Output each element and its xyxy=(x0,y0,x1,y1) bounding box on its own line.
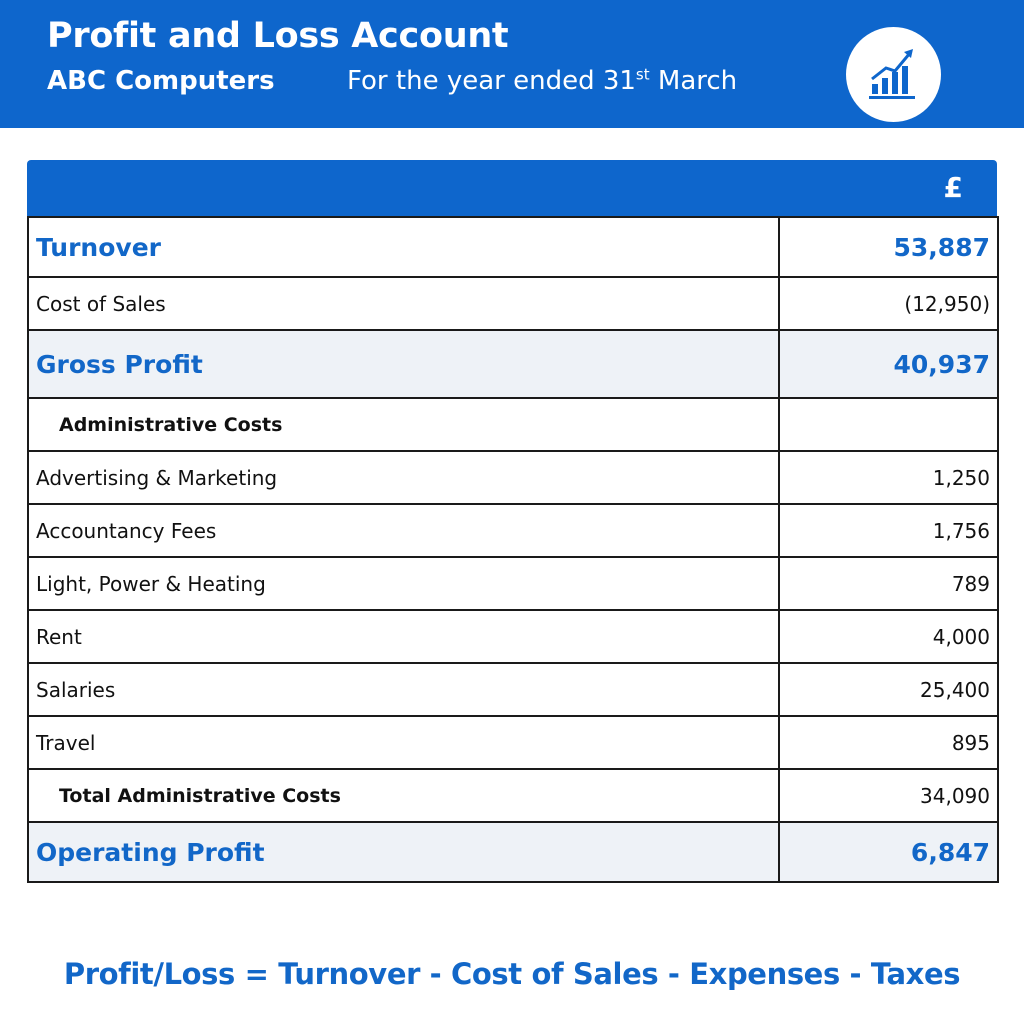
row-salaries xyxy=(28,663,998,716)
row-label: Administrative Costs xyxy=(28,398,779,451)
row-value: 40,937 xyxy=(779,330,998,398)
row-value xyxy=(779,398,998,451)
row-travel xyxy=(28,716,998,769)
profit-formula: Profit/Loss = Turnover - Cost of Sales - Expenses - Taxes xyxy=(63,957,961,991)
row-value: 4,000 xyxy=(779,610,998,663)
row-label: Travel xyxy=(28,716,779,769)
row-label: Total Administrative Costs xyxy=(28,769,779,822)
page-title: Profit and Loss Account xyxy=(47,16,509,56)
row-value: (12,950) xyxy=(779,277,998,330)
row-admin-costs-heading xyxy=(28,398,998,451)
row-value: 1,250 xyxy=(779,451,998,504)
row-rent xyxy=(28,610,998,663)
row-advertising xyxy=(28,451,998,504)
row-label: Light, Power & Heating xyxy=(28,557,779,610)
row-label: Operating Profit xyxy=(28,822,779,882)
row-label: Gross Profit xyxy=(28,330,779,398)
row-label: Cost of Sales xyxy=(28,277,779,330)
row-value: 25,400 xyxy=(779,663,998,716)
row-value: 1,756 xyxy=(779,504,998,557)
row-accountancy xyxy=(28,504,998,557)
row-gross-profit xyxy=(28,330,998,398)
row-total-admin-costs xyxy=(28,769,998,822)
reporting-period xyxy=(347,66,737,96)
growth-chart-icon xyxy=(846,27,941,122)
row-value: 6,847 xyxy=(779,822,998,882)
currency-symbol: £ xyxy=(943,171,963,204)
pl-table xyxy=(27,160,997,883)
period-ordinal: st xyxy=(635,65,650,84)
row-label: Accountancy Fees xyxy=(28,504,779,557)
row-operating-profit xyxy=(28,822,998,882)
row-light-power xyxy=(28,557,998,610)
header-banner xyxy=(0,0,1024,128)
row-turnover xyxy=(28,217,998,277)
row-label: Turnover xyxy=(28,217,779,277)
row-cost-of-sales xyxy=(28,277,998,330)
period-suffix: March xyxy=(649,66,738,96)
row-value: 789 xyxy=(779,557,998,610)
row-label: Advertising & Marketing xyxy=(28,451,779,504)
row-label: Rent xyxy=(28,610,779,663)
period-prefix: For the year ended 31 xyxy=(347,66,636,96)
row-value: 34,090 xyxy=(779,769,998,822)
row-value: 895 xyxy=(779,716,998,769)
table-header xyxy=(27,160,997,216)
row-label: Salaries xyxy=(28,663,779,716)
company-name: ABC Computers xyxy=(47,66,275,96)
row-value: 53,887 xyxy=(779,217,998,277)
